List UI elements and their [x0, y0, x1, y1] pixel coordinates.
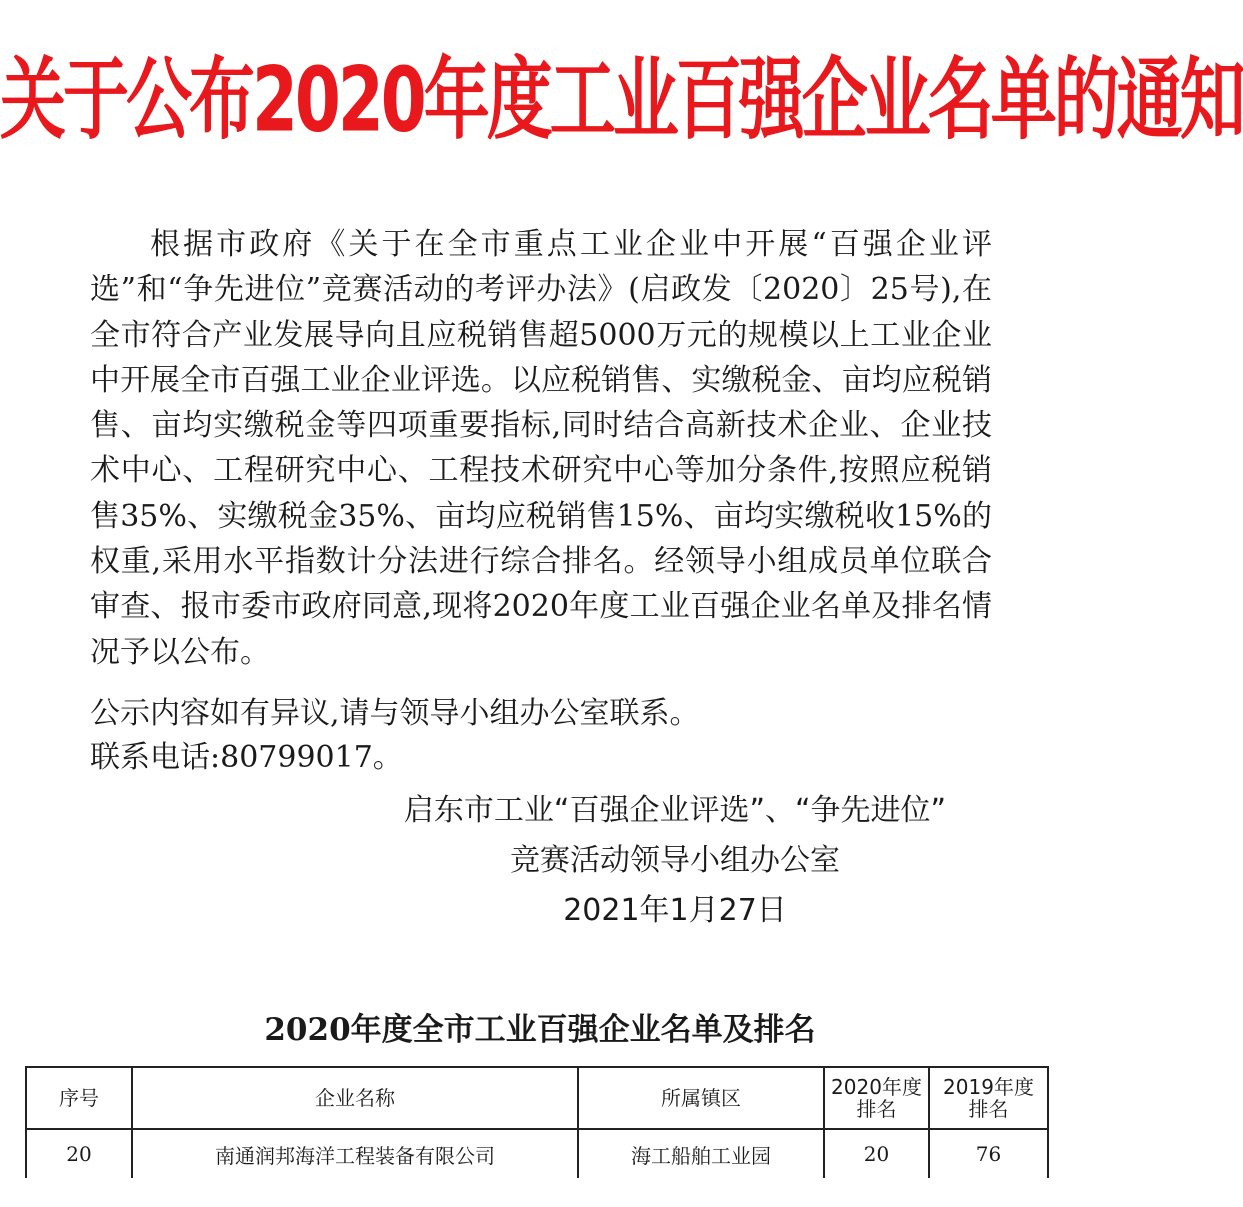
cell-rank-2019: 76	[929, 1129, 1048, 1179]
cell-num: 20	[26, 1129, 132, 1179]
header-company-name: 企业名称	[132, 1067, 578, 1129]
ranking-table	[25, 1066, 1049, 1180]
notice-title: 关于公布2020年度工业百强企业名单的通知	[0, 47, 1243, 152]
header-rank-2020-year: 2020年度	[831, 1075, 922, 1099]
cell-town: 海工船舶工业园	[578, 1129, 824, 1179]
contact-note: 公示内容如有异议,请与领导小组办公室联系。	[90, 696, 700, 731]
cell-company-name: 南通润邦海洋工程装备有限公司	[132, 1129, 578, 1179]
table-title: 2020年度全市工业百强企业名单及排名	[264, 1012, 816, 1048]
cell-rank-2020: 20	[824, 1129, 929, 1179]
signature-block	[340, 786, 1010, 936]
signature-org-line1: 启东市工业“百强企业评选”、“争先进位”	[403, 793, 947, 828]
signature-date: 2021年1月27日	[563, 893, 787, 928]
header-rank-2020	[824, 1067, 929, 1129]
header-num: 序号	[26, 1067, 132, 1129]
header-rank-2019	[929, 1067, 1048, 1129]
contact-phone: 联系电话:80799017。	[90, 740, 403, 775]
header-rank-2019-label: 排名	[968, 1097, 1009, 1121]
table-header-row	[26, 1067, 1048, 1129]
header-rank-2019-year: 2019年度	[943, 1075, 1034, 1099]
header-rank-2020-label: 排名	[856, 1097, 897, 1121]
table-row	[26, 1129, 1048, 1179]
signature-org-line2: 竞赛活动领导小组办公室	[510, 843, 840, 878]
header-town: 所属镇区	[578, 1067, 824, 1129]
notice-body: 根据市政府《关于在全市重点工业企业中开展“百强企业评选”和“争先进位”竞赛活动的考评办法》(启政发〔2020〕25号),在全市符合产业发展导向且应税销售超5000万元的规模以上工业企业中开展全市百强工业企业评选。以应税销售、实缴税金、亩均应税销售、亩均实缴税金等四项重要指标,同时结合高新技术企业、企业技术中心、工程研究中心、工程技术研究中心等加分条件,按照应税销售35%、实缴税金35%、亩均应税销售15%、亩均实缴税收15%的权重,采用水平指数计分法进行综合排名。经领导小组成员单位联合审查、报市委市政府同意,现将2020年度工业百强企业名单及排名情况予以公布。	[90, 227, 992, 670]
